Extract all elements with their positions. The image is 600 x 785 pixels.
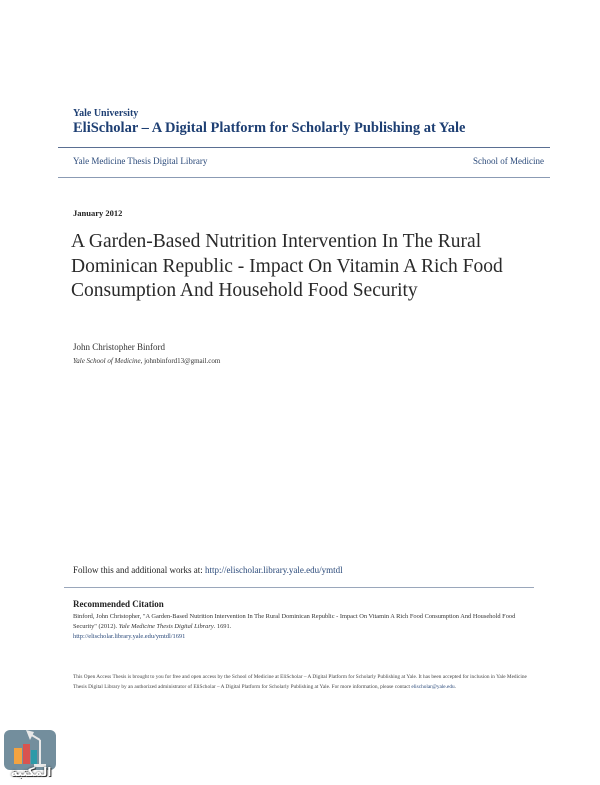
follow-url-link[interactable]: http://elischolar.library.yale.edu/ymtdl [205, 565, 343, 575]
citation-heading: Recommended Citation [73, 599, 164, 609]
author-email[interactable]: johnbinford13@gmail.com [144, 357, 221, 365]
citation-body [73, 612, 528, 642]
open-access-end: . [454, 684, 456, 690]
subnav-divider [58, 177, 550, 178]
citation-text: Binford, John Christopher, "A Garden-Based Nutrition Intervention In The Rural Dominican Republic - Impact On Vitamin A Rich Food Consumption And Household Food Security" (2012). [73, 613, 516, 630]
affiliation-institution: Yale School of Medicine [73, 357, 141, 365]
follow-text: Follow this and additional works at: [73, 565, 203, 575]
university-name: Yale University [73, 108, 139, 119]
publication-date: January 2012 [73, 208, 123, 218]
author-name: John Christopher Binford [73, 342, 165, 352]
header-divider [58, 147, 550, 148]
watermark-text: المكتبة [10, 765, 52, 779]
open-access-notice [73, 672, 528, 692]
contact-email-link[interactable]: elischolar@yale.edu [411, 684, 455, 690]
thesis-title: A Garden-Based Nutrition Intervention In The Rural Dominican Republic - Impact On Vitamin A Rich Food Consumption And Household Food Security [71, 231, 503, 301]
library-link[interactable]: Yale Medicine Thesis Digital Library [73, 156, 208, 166]
citation-number: . 1691. [213, 623, 232, 630]
citation-divider [64, 587, 534, 588]
school-link[interactable]: School of Medicine [473, 156, 544, 166]
open-access-text: This Open Access Thesis is brought to you for free and open access by the School of Medicine at EliScholar – A Digital Platform for Scholarly Publishing at Yale. It has been accepted for inclusion in Yale Medicine Thesis Digital Library by an authorized administrator of EliScholar – A Digital Platform for Scholarly Publishing at Yale. For more information, please contact [73, 674, 527, 690]
citation-journal: Yale Medicine Thesis Digital Library [118, 623, 214, 630]
author-affiliation: Yale School of Medicine, johnbinford13@gmail.com [73, 357, 221, 365]
follow-line [73, 565, 343, 575]
citation-url-link[interactable]: http://elischolar.library.yale.edu/ymtdl/1691 [73, 633, 186, 640]
platform-title[interactable]: EliScholar – A Digital Platform for Scholarly Publishing at Yale [73, 120, 466, 136]
